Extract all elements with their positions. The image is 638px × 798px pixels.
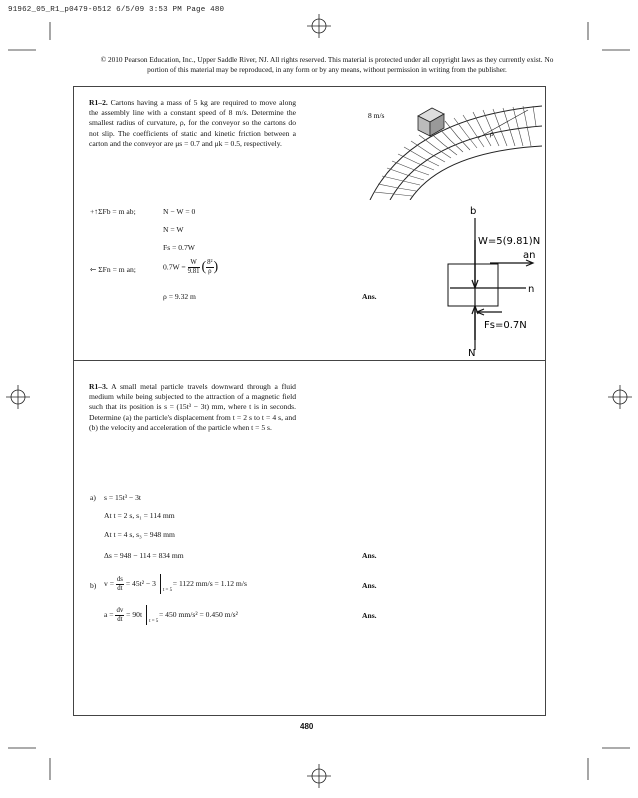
answer-label: Ans. — [362, 292, 377, 301]
mass-fraction: $\frac{W}{9.81}$ — [187, 259, 200, 275]
page-number: 480 — [300, 722, 314, 731]
answer-label: Ans. — [362, 581, 377, 590]
rho-label: ρ — [490, 129, 494, 138]
fbd-n-axis: n — [528, 284, 535, 295]
problem-divider — [73, 360, 546, 361]
position-at-2s: At t = 2 s, s₁ = 114 mm — [104, 511, 175, 520]
fbd-weight: W=5(9.81)N — [478, 236, 541, 247]
problem-number: R1–2. — [89, 98, 108, 107]
free-body-diagram — [430, 200, 545, 360]
answer-label: Ans. — [362, 551, 377, 560]
eval-bar: t = 5 — [146, 605, 147, 625]
eq-n-rhs: 0.7W = $\frac{W}{9.81}$ ( $\frac{\text{8²}}{\rho}$ ) — [163, 259, 219, 275]
eval-bar: t = 5 — [160, 574, 161, 594]
eq-result-rho: ρ = 9.32 m — [163, 292, 196, 301]
part-b-label: b) — [90, 581, 97, 590]
fbd-friction: Fs=0.7N — [484, 320, 527, 331]
fbd-b-axis: b — [470, 206, 477, 217]
eq-n-left: 0.7W = — [163, 262, 186, 272]
eq-friction: Fs = 0.7W — [163, 243, 195, 252]
part-a-label: a) — [90, 493, 96, 502]
radius-line — [478, 110, 528, 138]
conveyor-figure — [350, 90, 545, 200]
problem-text: A small metal particle travels downward through a fluid medium while being subjected to the attraction of a magnetic field such that its position is s = (15t³ − 3t) mm, where t is in seconds. Determine (a) the particle's displacement from t = 2 s to t = 4 s, and (b) the velocity and acceleration of the particle when t = 5 s. — [89, 382, 296, 432]
velocity-equation: v = $\frac{ds}{dt}$ = 45t² − 3 t = 5 = 1122 mm/s = 1.12 m/s — [104, 575, 247, 593]
speed-label: 8 m/s — [368, 111, 385, 120]
eq-normal: N = W — [163, 225, 184, 234]
eq-b-rhs: N − W = 0 — [163, 207, 196, 216]
position-at-4s: At t = 4 s, s₃ = 948 mm — [104, 530, 175, 539]
roller-lines — [374, 106, 536, 196]
problem-number: R1–3. — [89, 382, 108, 391]
position-equation: s = 15t³ − 3t — [104, 493, 142, 502]
problem-text: Cartons having a mass of 5 kg are required to move along the assembly line with a constant speed of 8 m/s. Determine the smallest radius of curvature, ρ, for the conveyor so the cartons do not slip. The coefficients of static and kinetic friction between a carton and the conveyor are μs = 0.7 and μk = 0.5, respectively. — [89, 98, 296, 148]
fbd-an: an — [523, 250, 536, 261]
accel-fraction: $\frac{\text{8²}}{\rho}$ — [207, 259, 213, 275]
print-slug: 91962_05_R1_p0479-0512 6/5/09 3:53 PM Page 480 — [8, 6, 225, 14]
displacement: Δs = 948 − 114 = 834 mm — [104, 551, 184, 560]
eq-n-lhs: ⇽ ΣFn = m an; — [90, 265, 136, 274]
problem-r1-3-statement — [89, 382, 296, 433]
copyright-notice: © 2010 Pearson Education, Inc., Upper Saddle River, NJ. All rights reserved. This material is protected under all copyright laws as they currently exist. No portion of this material may be reproduced, in any form or by any means, without permission in writing from the publisher. — [100, 55, 554, 74]
eq-b-lhs: +↑ΣFb = m ab; — [90, 207, 136, 216]
fbd-normal: N — [468, 348, 476, 359]
answer-label: Ans. — [362, 611, 377, 620]
acceleration-equation: a = $\frac{dv}{dt}$ = 90t t = 5 = 450 mm/s² = 0.450 m/s² — [104, 606, 238, 624]
problem-r1-2-statement — [89, 98, 296, 149]
